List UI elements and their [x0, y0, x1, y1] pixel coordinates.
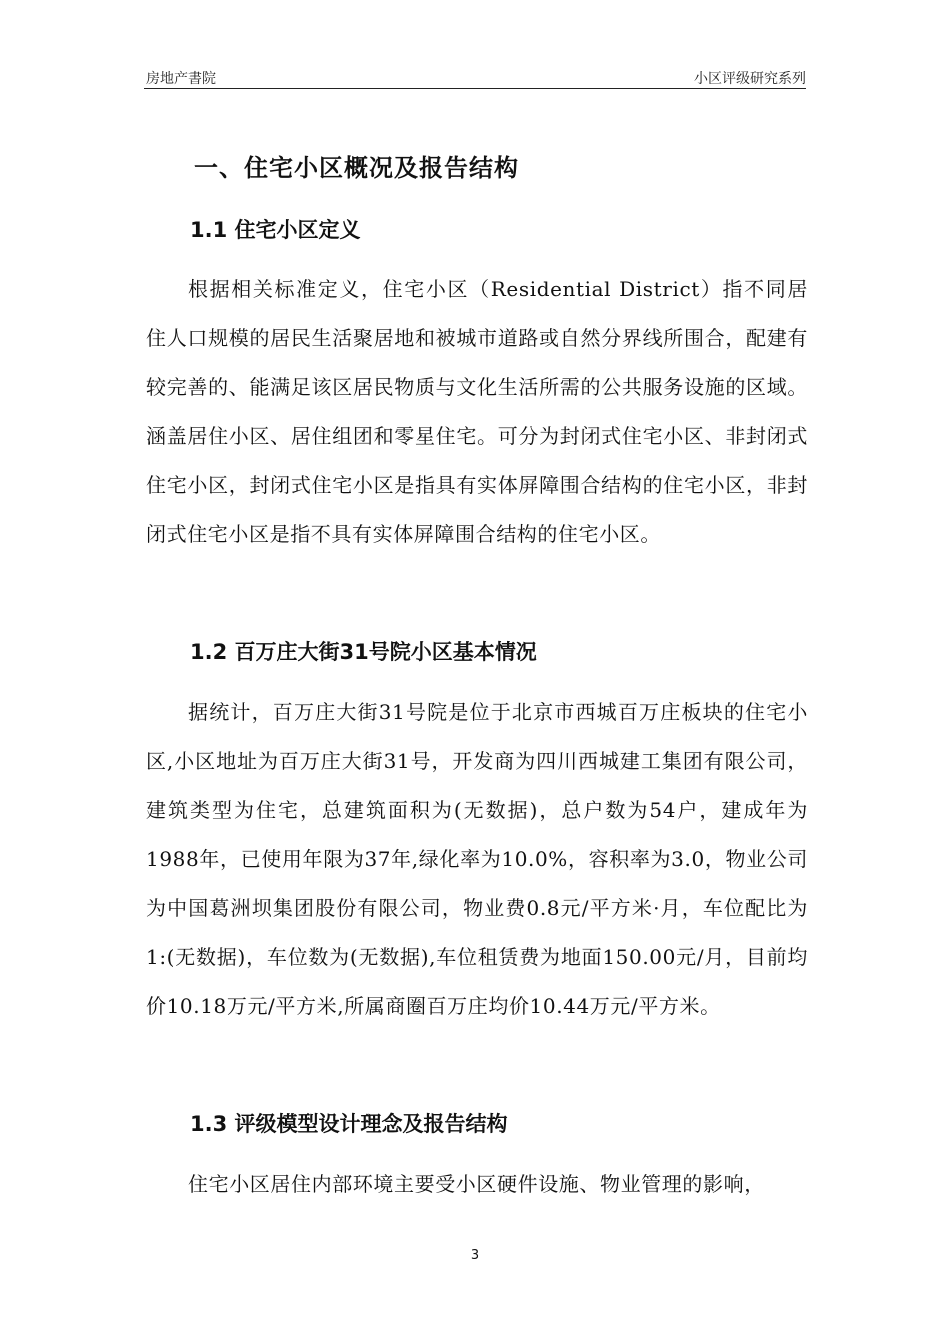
- section-heading-1-2: 1.2 百万庄大街31号院小区基本情况: [190, 640, 537, 664]
- section-paragraph-1-3: 住宅小区居住内部环境主要受小区硬件设施、物业管理的影响，: [188, 1172, 765, 1196]
- section-heading-1-3: 1.3 评级模型设计理念及报告结构: [190, 1112, 508, 1136]
- header-series-title: 小区评级研究系列: [694, 71, 806, 87]
- section-paragraph-1-1: 根据相关标准定义，住宅小区（Residential District）指不同居住人口规模的居民生活聚居地和被城市道路或自然分界线所围合，配建有较完善的、能满足该区居民物质与文化生活所需的公共服务设施的区域。涵盖居住小区、居住组团和零星住宅。可分为封闭式住宅小区、非封闭式住宅小区，封闭式住宅小区是指具有实体屏障围合结构的住宅小区，非封闭式住宅小区是指不具有实体屏障围合结构的住宅小区。: [146, 277, 808, 546]
- section-heading-1-1: 1.1 住宅小区定义: [190, 218, 361, 242]
- page-number: 3: [470, 1248, 480, 1263]
- section-paragraph-1-2: 据统计，百万庄大街31号院是位于北京市西城百万庄板块的住宅小区,小区地址为百万庄大街31号，开发商为四川西城建工集团有限公司，建筑类型为住宅，总建筑面积为(无数据)，总户数为54户，建成年为1988年，已使用年限为37年,绿化率为10.0%，容积率为3.0，物业公司为中国葛洲坝集团股份有限公司，物业费0.8元/平方米·月，车位配比为1:(无数据)，车位数为(无数据),车位租赁费为地面150.00元/月，目前均价10.18万元/平方米,所属商圈百万庄均价10.44万元/平方米。: [146, 700, 808, 1018]
- header-divider: [144, 88, 806, 89]
- chapter-title: 一、住宅小区概况及报告结构: [194, 154, 519, 182]
- header-publisher: 房地产書院: [146, 71, 216, 87]
